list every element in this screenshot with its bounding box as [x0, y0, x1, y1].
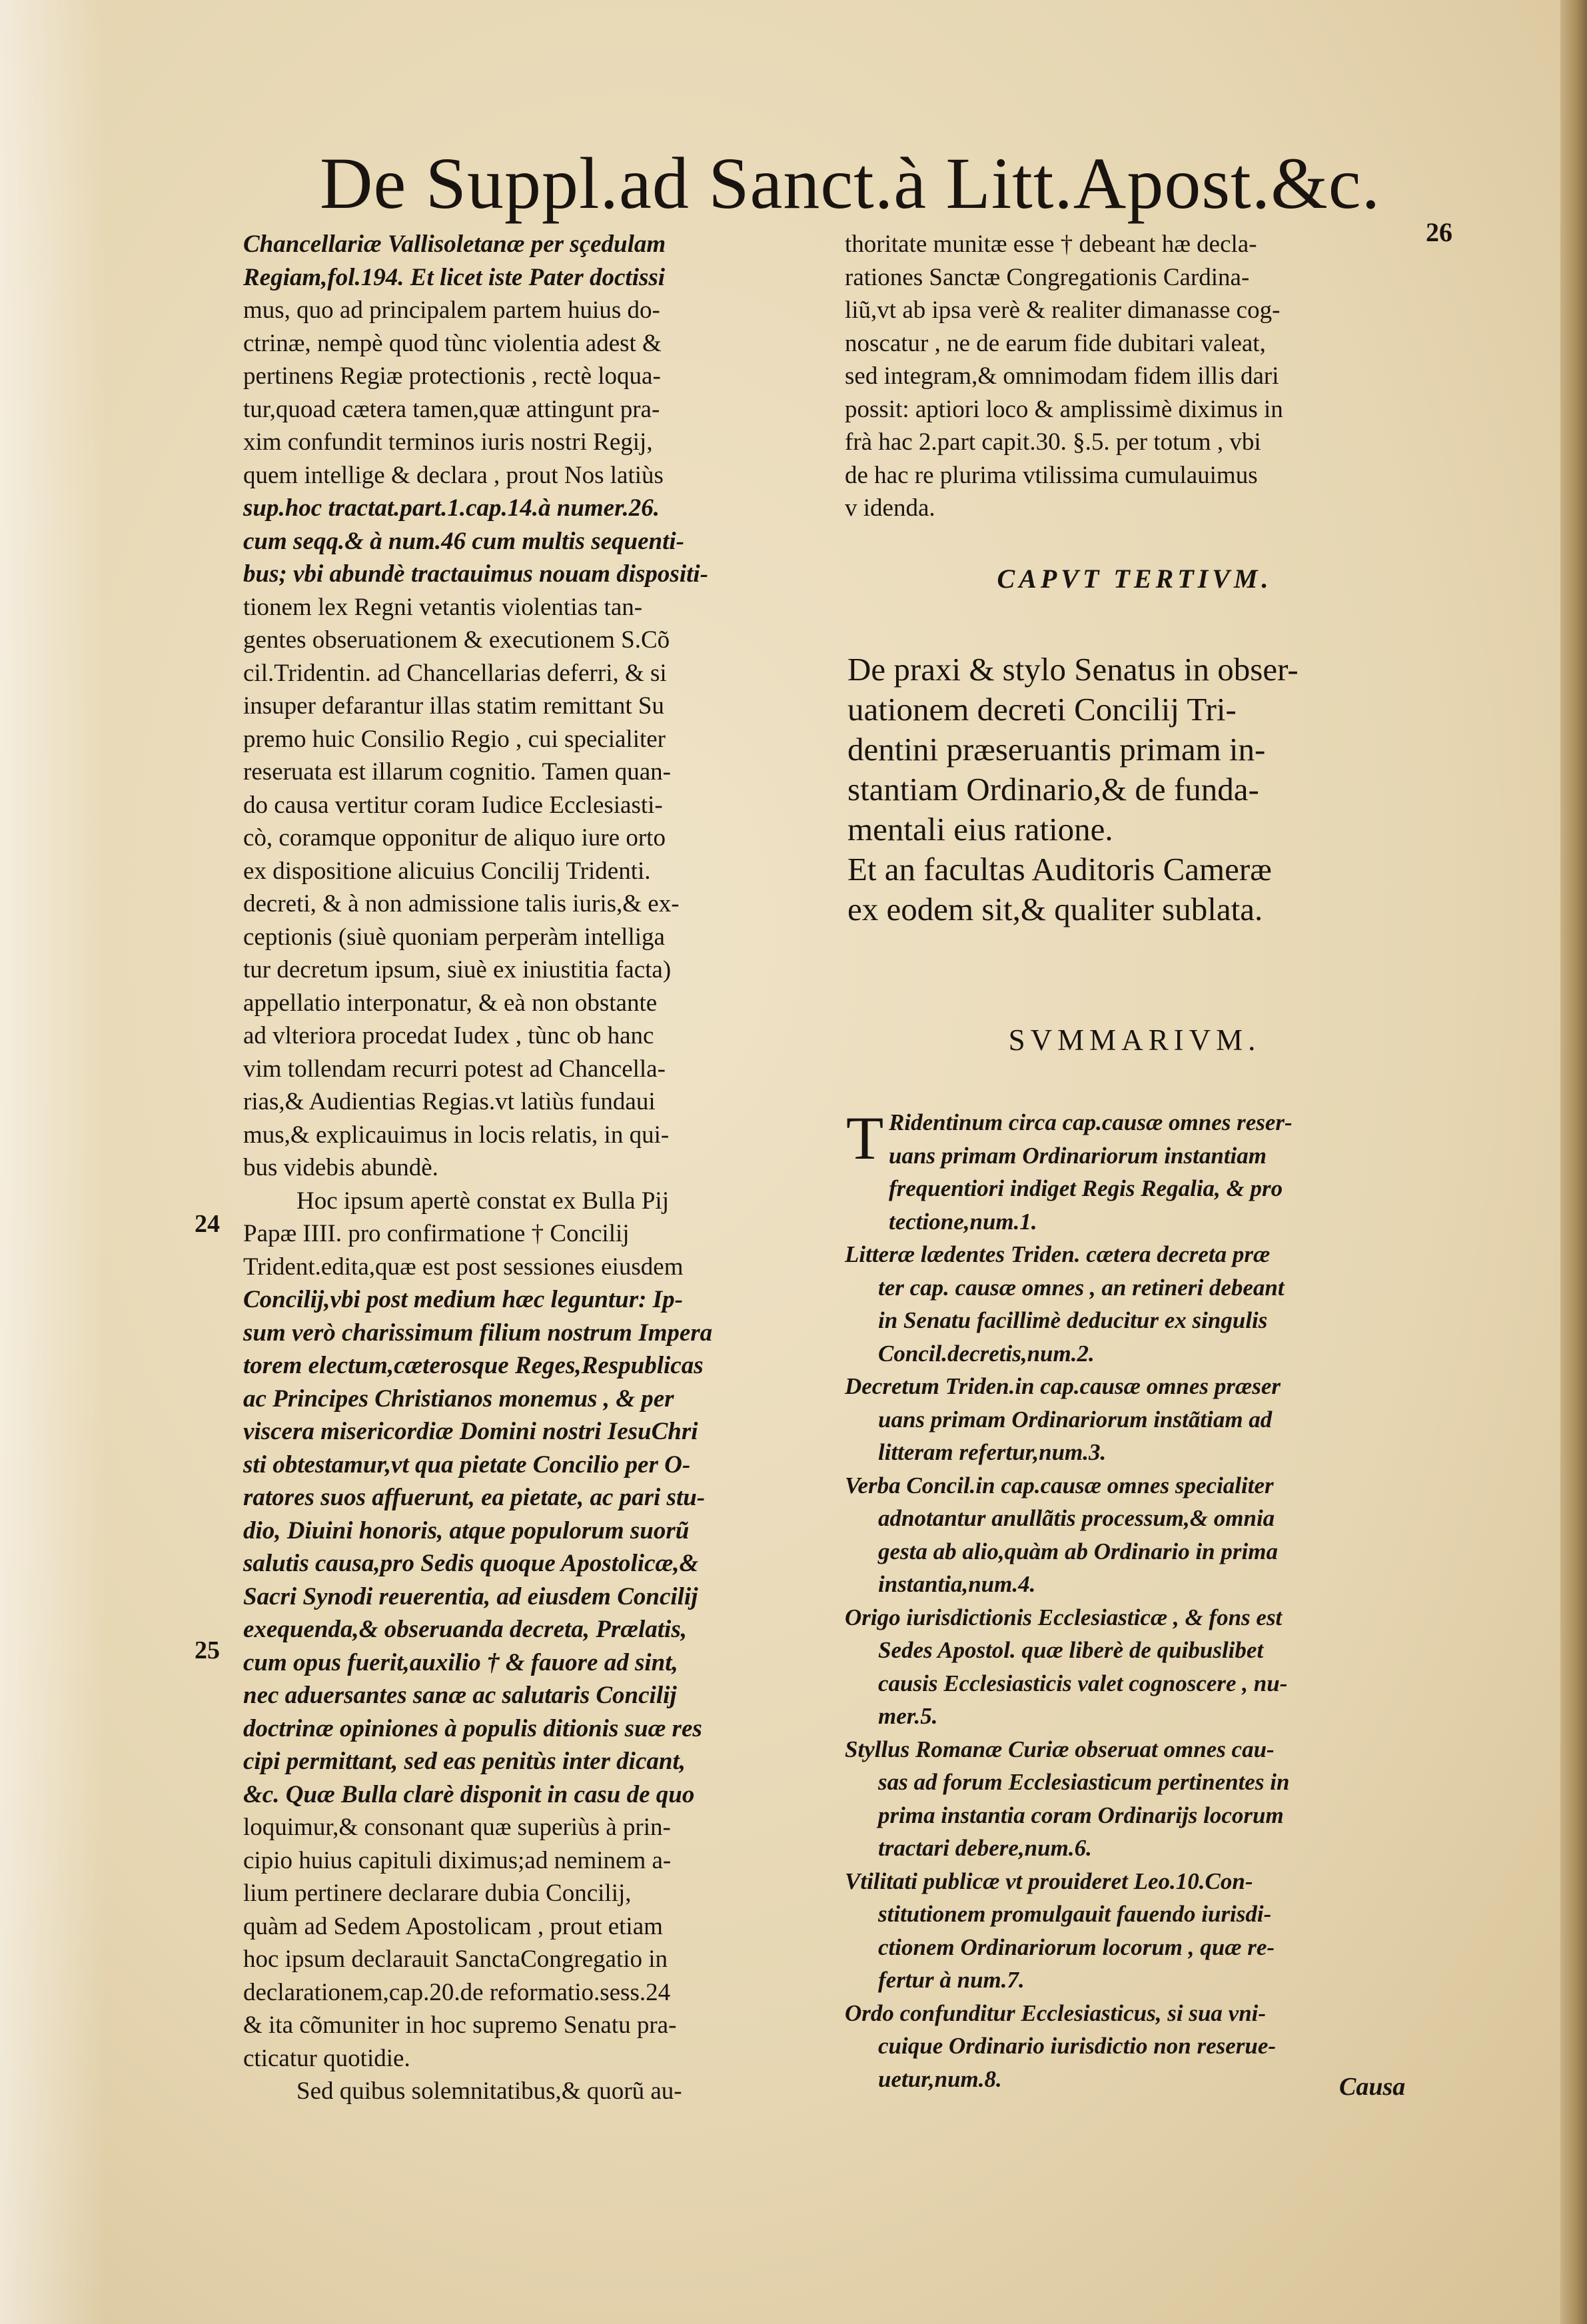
text-line: exequenda,& obseruanda decreta, Prælatis,: [243, 1616, 687, 1643]
summarium-list: [845, 1106, 1424, 2095]
text-line: sum verò charissimum filium nostrum Impera: [243, 1319, 713, 1347]
text-line: sed integram,& omnimodam fidem illis dari: [845, 362, 1279, 390]
text-line: ex dispositione alicuius Concilij Tridenti.: [243, 857, 651, 885]
chapter-title-line: De praxi & stylo Senatus in obser-: [847, 651, 1299, 688]
summary-line: Verba Concil.in cap.causæ omnes specialiter: [845, 1472, 1274, 1498]
summary-line: Decretum Triden.in cap.causæ omnes præser: [845, 1373, 1281, 1399]
text-line: ratores suos affuerunt, ea pietate, ac pari stu-: [243, 1484, 706, 1511]
text-line: sup.hoc tractat.part.1.cap.14.à numer.26.: [243, 494, 660, 522]
drop-cap: T: [846, 1104, 884, 1172]
summary-line: Vtilitati publicæ vt prouideret Leo.10.Con-: [845, 1868, 1253, 1894]
text-line: quem intellige & declara , prout Nos latiùs: [243, 461, 664, 489]
summary-line: Ordo confunditur Ecclesiasticus, si sua vni-: [845, 2000, 1267, 2026]
summary-line: Litteræ lædentes Triden. cætera decreta præ: [845, 1241, 1271, 1267]
running-title: De Suppl.ad Sanct.à Litt.Apost.&c.: [320, 143, 1381, 224]
text-line: & ita cõmuniter in hoc supremo Senatu pra-: [243, 2012, 677, 2039]
text-line: ceptionis (siuè quoniam perperàm intelliga: [243, 923, 665, 951]
text-line: bus videbis abundè.: [243, 1154, 438, 1181]
text-line: v idenda.: [845, 494, 935, 522]
summary-line: mer.5.: [878, 1703, 938, 1729]
summary-line: sas ad forum Ecclesiasticum pertinentes in: [878, 1769, 1290, 1795]
text-line: Concilij,vbi post medium hæc leguntur: Ip-: [243, 1286, 683, 1313]
text-line: insuper defarantur illas statim remittant Su: [243, 692, 664, 720]
text-line: mus, quo ad principalem partem huius do-: [243, 296, 660, 324]
text-line: Regiam,fol.194. Et licet iste Pater doctissi: [243, 263, 666, 291]
summary-line: stitutionem promulgauit fauendo iurisdi-: [878, 1901, 1272, 1927]
summary-line: causis Ecclesiasticis valet cognoscere , nu-: [878, 1670, 1288, 1696]
text-line: do causa vertitur coram Iudice Ecclesiasti-: [243, 791, 663, 819]
chapter-title: [847, 650, 1427, 929]
chapter-title-line: dentini præseruantis primam in-: [847, 731, 1266, 768]
text-line: torem electum,cæterosque Reges,Respublicas: [243, 1352, 704, 1379]
text-line: nec aduersantes sanæ ac salutaris Concilij: [243, 1682, 677, 1709]
text-line: loquimur,& consonant quæ superiùs à prin-: [243, 1814, 671, 1841]
text-line: cil.Tridentin. ad Chancellarias deferri, & si: [243, 659, 667, 687]
left-column: [243, 228, 813, 2108]
text-line: Sed quibus solemnitatibus,& quorũ au-: [296, 2077, 682, 2105]
text-line: appellatio interponatur, & eà non obstante: [243, 989, 658, 1017]
summary-line: tractari debere,num.6.: [878, 1835, 1092, 1861]
summary-line: litteram refertur,num.3.: [878, 1439, 1107, 1465]
text-line: frà hac 2.part capit.30. §.5. per totum , vbi: [845, 428, 1261, 456]
text-line: quàm ad Sedem Apostolicam , prout etiam: [243, 1912, 663, 1940]
text-line: reseruata est illarum cognitio. Tamen quan-: [243, 758, 671, 786]
summary-line: ter cap. causæ omnes , an retineri debeant: [878, 1274, 1285, 1301]
chapter-title-line: Et an facultas Auditoris Cameræ: [847, 851, 1272, 887]
margin-number: 25: [195, 1636, 220, 1664]
text-line: lium pertinere declarare dubia Concilij,: [243, 1880, 632, 1907]
chapter-title-line: uationem decreti Concilij Tri-: [847, 691, 1237, 728]
text-line: cum opus fuerit,auxilio † & fauore ad sint,: [243, 1648, 678, 1676]
summary-line: frequentiori indiget Regis Regalia, & pro: [889, 1175, 1283, 1201]
summary-line: in Senatu facillimè deducitur ex singulis: [878, 1307, 1268, 1333]
text-line: gentes obseruationem & executionem S.Cõ: [243, 626, 670, 654]
text-line: thoritate munitæ esse † debeant hæ decla-: [845, 231, 1257, 258]
text-line: tur decretum ipsum, siuè ex iniustitia facta): [243, 956, 672, 983]
chapter-title-line: ex eodem sit,& qualiter sublata.: [847, 891, 1263, 927]
text-line: tionem lex Regni vetantis violentias tan-: [243, 593, 643, 621]
text-line: mus,& explicauimus in locis relatis, in qui-: [243, 1121, 670, 1149]
right-column: [845, 228, 1424, 525]
text-line: cò, coramque opponitur de aliquo iure orto: [243, 824, 666, 852]
text-line: doctrinæ opiniones à populis ditionis suæ res: [243, 1714, 702, 1742]
text-line: cticatur quotidie.: [243, 2044, 410, 2072]
summary-line: Sedes Apostol. quæ liberè de quibuslibet: [878, 1637, 1264, 1663]
text-line: dio, Diuini honoris, atque populorum suorũ: [243, 1516, 690, 1544]
text-line: Papæ IIII. pro confirmatione † Concilij: [243, 1220, 630, 1247]
text-line: ac Principes Christianos monemus , & per: [243, 1385, 674, 1413]
text-line: Chancellariæ Vallisoletanæ per sçedulam: [243, 231, 666, 258]
summary-line: instantia,num.4.: [878, 1571, 1036, 1597]
text-line: Hoc ipsum apertè constat ex Bulla Pij: [296, 1187, 669, 1215]
text-line: Trident.edita,quæ est post sessiones eiusdem: [243, 1253, 684, 1281]
summary-line: prima instantia coram Ordinarijs locorum: [878, 1802, 1284, 1828]
summary-line: uans primam Ordinariorum instantiam: [889, 1142, 1267, 1169]
text-line: sti obtestamur,vt qua pietate Concilio per O-: [243, 1451, 691, 1478]
catchword: Causa: [1339, 2073, 1406, 2101]
text-line: cipio huius capituli diximus;ad neminem a-: [243, 1846, 672, 1874]
summary-line: tectione,num.1.: [889, 1208, 1037, 1235]
page-number: 26: [1426, 217, 1452, 247]
summary-line: ctionem Ordinariorum locorum , quæ re-: [878, 1934, 1275, 1960]
summary-line: cuique Ordinario iurisdictio non reserue-: [878, 2033, 1277, 2059]
text-line: &c. Quæ Bulla clarè disponit in casu de quo: [243, 1780, 695, 1808]
chapter-title-line: stantiam Ordinario,& de funda-: [847, 771, 1259, 808]
text-line: rationes Sanctæ Congregationis Cardina-: [845, 263, 1250, 291]
text-line: ctrinæ, nempè quod tùnc violentia adest &: [243, 329, 662, 357]
text-line: declarationem,cap.20.de reformatio.sess.24: [243, 1978, 671, 2006]
summary-line: gesta ab alio,quàm ab Ordinario in prima: [878, 1538, 1278, 1564]
text-line: tur,quoad cætera tamen,quæ attingunt pra-: [243, 395, 660, 423]
text-line: bus; vbi abundè tractauimus nouam dispositi-: [243, 560, 708, 588]
summary-line: Styllus Romanæ Curiæ obseruat omnes cau-: [845, 1736, 1275, 1762]
summary-line: uetur,num.8.: [878, 2065, 1002, 2092]
text-line: Sacri Synodi reuerentia, ad eiusdem Concilij: [243, 1582, 698, 1610]
text-line: vim tollendam recurri potest ad Chancella-: [243, 1055, 666, 1083]
text-line: cipi permittant, sed eas penitùs inter dicant,: [243, 1748, 686, 1775]
text-line: pertinens Regiæ protectionis , rectè loqua-: [243, 362, 661, 390]
summary-line: Ridentinum circa cap.causæ omnes reser-: [889, 1109, 1293, 1135]
text-line: noscatur , ne de earum fide dubitari valeat,: [845, 329, 1266, 357]
chapter-number: CAPVT TERTIVM.: [997, 564, 1273, 594]
text-line: hoc ipsum declarauit SanctaCongregatio in: [243, 1946, 668, 1973]
text-line: possit: aptiori loco & amplissimè diximus in: [845, 395, 1283, 423]
summary-line: uans primam Ordinariorum instãtiam ad: [878, 1406, 1273, 1433]
book-spine: [1560, 0, 1587, 2324]
text-line: salutis causa,pro Sedis quoque Apostolicæ,&: [243, 1550, 699, 1577]
text-line: rias,& Audientias Regias.vt latiùs fundaui: [243, 1088, 656, 1115]
summarium-heading: SVMMARIVM.: [1008, 1023, 1261, 1057]
text-line: viscera misericordiæ Domini nostri IesuChri: [243, 1418, 698, 1445]
text-line: premo huic Consilio Regio , cui specialiter: [243, 725, 666, 753]
text-line: decreti, & à non admissione talis iuris,& ex-: [243, 890, 680, 917]
page-margin-stain: [0, 0, 107, 2324]
chapter-title-line: mentali eius ratione.: [847, 811, 1113, 848]
margin-number: 24: [195, 1210, 220, 1238]
text-line: liũ,vt ab ipsa verè & realiter dimanasse cog-: [845, 296, 1281, 324]
summary-line: Concil.decretis,num.2.: [878, 1340, 1095, 1367]
text-line: cum seqq.& à num.46 cum multis sequenti-: [243, 527, 684, 555]
summary-line: fertur à num.7.: [878, 1967, 1025, 1993]
summary-line: adnotantur anullãtis processum,& omnia: [878, 1505, 1275, 1531]
text-line: ad vlteriora procedat Iudex , tùnc ob hanc: [243, 1022, 654, 1049]
text-line: de hac re plurima vtilissima cumulauimus: [845, 461, 1258, 489]
text-line: xim confundit terminos iuris nostri Regij,: [243, 428, 653, 456]
summary-line: Origo iurisdictionis Ecclesiasticæ , & fons est: [845, 1604, 1283, 1630]
